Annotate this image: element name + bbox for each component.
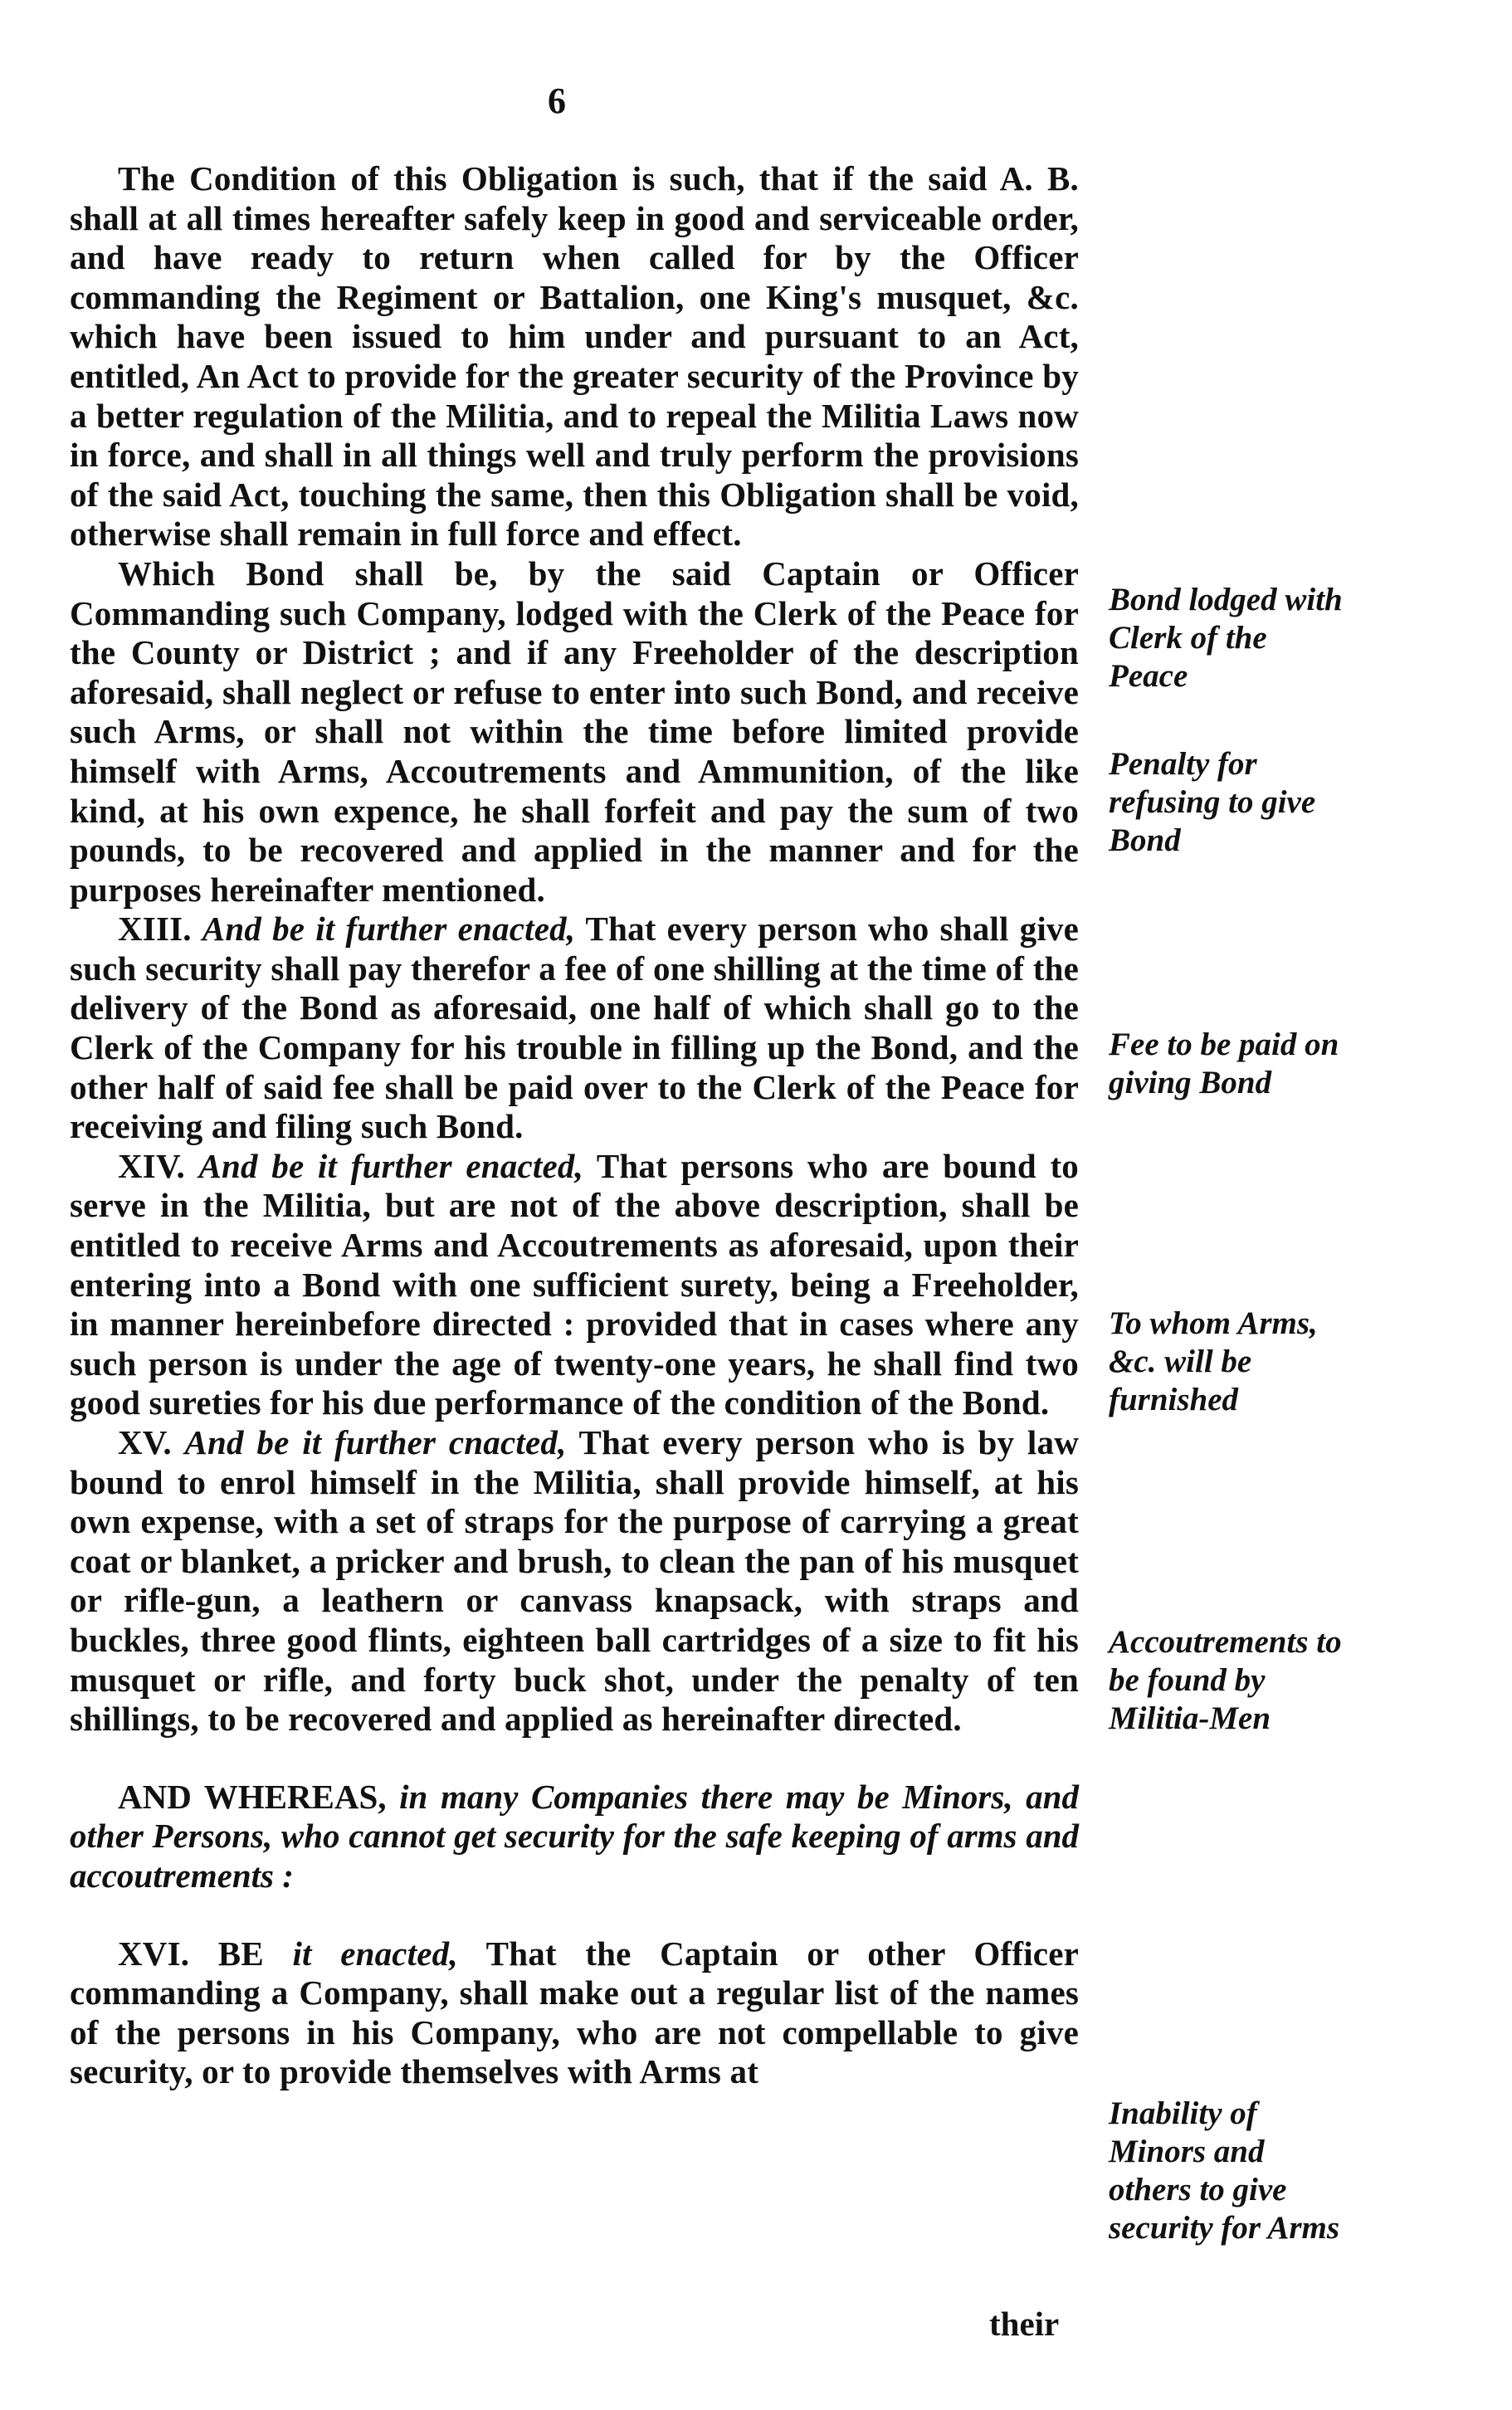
- enacting-clause: it enacted,: [292, 1934, 458, 1973]
- sidenote-inability: Inability of Minors and others to give security for Arms: [1109, 2095, 1340, 2246]
- whereas-lead: AND WHEREAS,: [118, 1777, 387, 1816]
- sidenote-bond-lodged: Bond lodged with Clerk of the Peace: [1109, 582, 1343, 694]
- section-lead: BE: [217, 1934, 264, 1973]
- section-number: XIII.: [118, 910, 192, 949]
- sidenote-to-whom: To whom Arms, &c. will be furnished: [1109, 1305, 1318, 1417]
- section-16: [70, 1934, 1079, 2092]
- section-text: That persons who are bound to serve in the Militia, but are not of the above description, shall be entitled to receive Arms and Accoutrements as aforesaid, upon their entering into a Bond with one sufficient surety, being a Freeholder, in manner hereinbefore directed : provided that in cases where any such person is under the age of twenty-one years, he shall find two good sureties for his due performance of the condition of the Bond.: [70, 1146, 1079, 1422]
- enacting-clause: And be it further enacted,: [202, 910, 576, 949]
- section-14: [70, 1147, 1079, 1423]
- sidenote-accoutrements: Accoutrements to be found by Militia-Men: [1109, 1624, 1342, 1736]
- section-text: That every person who shall give such security shall pay therefor a fee of one shilling at the time of the delivery of the Bond as aforesaid, one half of which shall go to the Clerk of the Company for his trouble in filling up the Bond, and the other half of said fee shall be paid over to the Clerk of the Peace for receiving and filing such Bond.: [70, 910, 1080, 1146]
- section-13: [70, 910, 1079, 1147]
- sidenote-penalty: Penalty for refusing to give Bond: [1109, 746, 1316, 858]
- paragraph-condition: The Condition of this Obligation is such, that if the said A. B. shall at all times hereafter safely keep in good and serviceable order, and have ready to return when called for by the Officer commanding the Regiment or Battalion, one King's musquet, &c. which have been issued to him under and pursuant to an Act, entitled, An Act to provide for the greater security of the Province by a better regulation of the Militia, and to repeal the Militia Laws now in force, and shall in all things well and truly perform the provisions of the said Act, touching the same, then this Obligation shall be void, otherwise shall remain in full force and effect.: [70, 159, 1079, 554]
- section-text: That the Captain or other Officer commanding a Company, shall make out a regular list of the names of the persons in his Company, who are not compellable to give security, or to provide themselves with Arms at: [70, 1934, 1079, 2091]
- section-number: XV.: [118, 1423, 172, 1461]
- sidenote-fee: Fee to be paid on giving Bond: [1109, 1027, 1339, 1100]
- paragraph-bond-lodged: Which Bond shall be, by the said Captain or Officer Commanding such Company, lodged with the Clerk of the Peace for the County or District ; and if any Freeholder of the description aforesaid, shall neglect or refuse to enter into such Bond, and receive such Arms, or shall not within the time before limited provide himself with Arms, Accoutrements and Ammunition, of the like kind, at his own expence, he shall forfeit and pay the sum of two pounds, to be recovered and applied in the manner and for the purposes hereinafter mentioned.: [70, 554, 1079, 909]
- main-text-column: [70, 159, 1079, 2092]
- enacting-clause: And be it further enacted,: [198, 1146, 584, 1185]
- section-text: That every person who is by law bound to enrol himself in the Militia, shall provide himself, at his own expense, with a set of straps for the purpose of carrying a great coat or blanket, a pricker and brush, to clean the pan of his musquet or rifle-gun, a leathern or canvass knapsack, with straps and buckles, three good flints, eighteen ball cartridges of a size to fit his musquet or rifle, and forty buck shot, under the penalty of ten shillings, to be recovered and applied as hereinafter directed.: [70, 1423, 1080, 1739]
- enacting-clause: And be it further cnacted,: [184, 1423, 567, 1461]
- whereas-text: in many Companies there may be Minors, and other Persons, who cannot get security for the safe keeping of arms and accoutrements :: [70, 1777, 1079, 1895]
- section-15: [70, 1423, 1079, 1739]
- section-number: XVI.: [118, 1934, 190, 1973]
- whereas-clause: [70, 1778, 1079, 1896]
- catchword: their: [989, 2305, 1060, 2343]
- page-number: 6: [548, 80, 566, 121]
- section-number: XIV.: [118, 1146, 185, 1185]
